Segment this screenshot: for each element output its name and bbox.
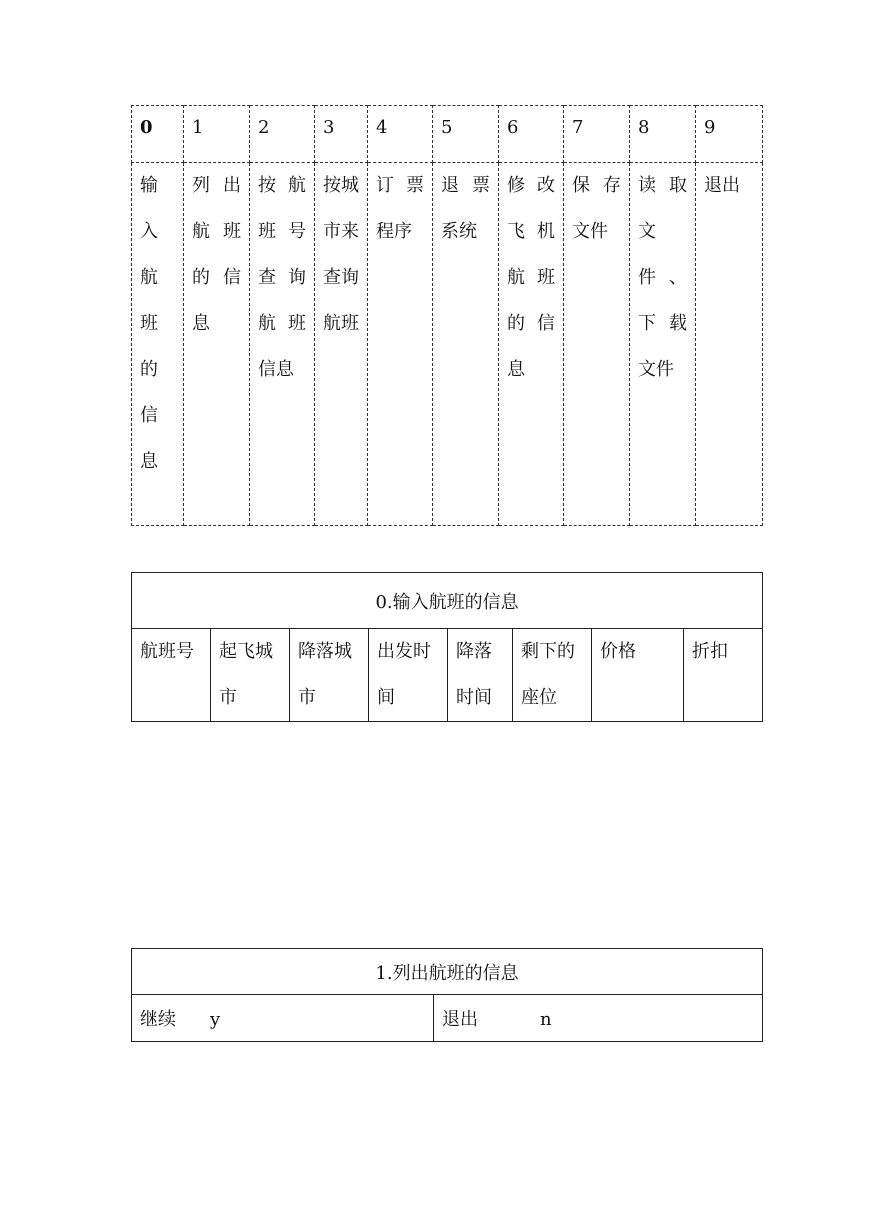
function-menu-table [131, 105, 763, 526]
column-header: 降落城市 [290, 629, 369, 722]
menu-number: 9 [696, 106, 763, 163]
menu-item-query-by-number [250, 163, 315, 526]
continue-option [132, 995, 434, 1042]
menu-item-modify-flight [499, 163, 564, 526]
column-header: 出发时间 [369, 629, 448, 722]
input-flight-table [131, 572, 763, 722]
menu-number: 3 [315, 106, 368, 163]
menu-item-label: 修改飞机航班的信息 [507, 175, 555, 380]
input-table-header-row [132, 629, 763, 722]
menu-item-query-by-city [315, 163, 368, 526]
menu-item-load-file [630, 163, 696, 526]
menu-item-label: 输入航班的信息 [140, 175, 158, 472]
menu-number: 6 [499, 106, 564, 163]
column-header: 起飞城市 [211, 629, 290, 722]
menu-item-refund [433, 163, 499, 526]
menu-number-row [132, 106, 763, 163]
column-header: 航班号 [132, 629, 211, 722]
menu-number: 4 [368, 106, 433, 163]
menu-number: 0 [132, 106, 184, 163]
menu-item-label: 退票系统 [441, 175, 490, 242]
menu-item-label: 订票程序 [376, 175, 424, 242]
menu-item-exit [696, 163, 763, 526]
menu-item-label: 按航班号查询航班信息 [258, 175, 306, 380]
column-header: 降落时间 [448, 629, 513, 722]
menu-item-row [132, 163, 763, 526]
column-header: 价格 [592, 629, 684, 722]
menu-number: 5 [433, 106, 499, 163]
continue-label: 继续 [140, 1009, 176, 1030]
menu-item-label: 按城市来查询航班 [323, 175, 359, 334]
input-table-title: 0.输入航班的信息 [132, 573, 763, 629]
menu-number: 7 [564, 106, 630, 163]
menu-item-save-file [564, 163, 630, 526]
exit-option [434, 995, 763, 1042]
menu-number: 1 [184, 106, 250, 163]
menu-number: 8 [630, 106, 696, 163]
menu-item-label: 读取文件、下载文件 [638, 175, 687, 380]
menu-item-label: 列出航班的信息 [192, 175, 241, 334]
menu-item-list-flights [184, 163, 250, 526]
exit-key: n [540, 1009, 552, 1030]
menu-item-booking [368, 163, 433, 526]
continue-key: y [210, 1009, 221, 1030]
list-table-title: 1.列出航班的信息 [132, 949, 763, 995]
menu-number: 2 [250, 106, 315, 163]
menu-item-label: 保存文件 [572, 175, 621, 242]
list-flights-table [131, 948, 763, 1042]
menu-item-input-flight [132, 163, 184, 526]
column-header: 剩下的座位 [513, 629, 592, 722]
column-header: 折扣 [684, 629, 763, 722]
exit-label: 退出 [442, 1009, 478, 1030]
menu-item-label: 退出 [704, 175, 740, 196]
